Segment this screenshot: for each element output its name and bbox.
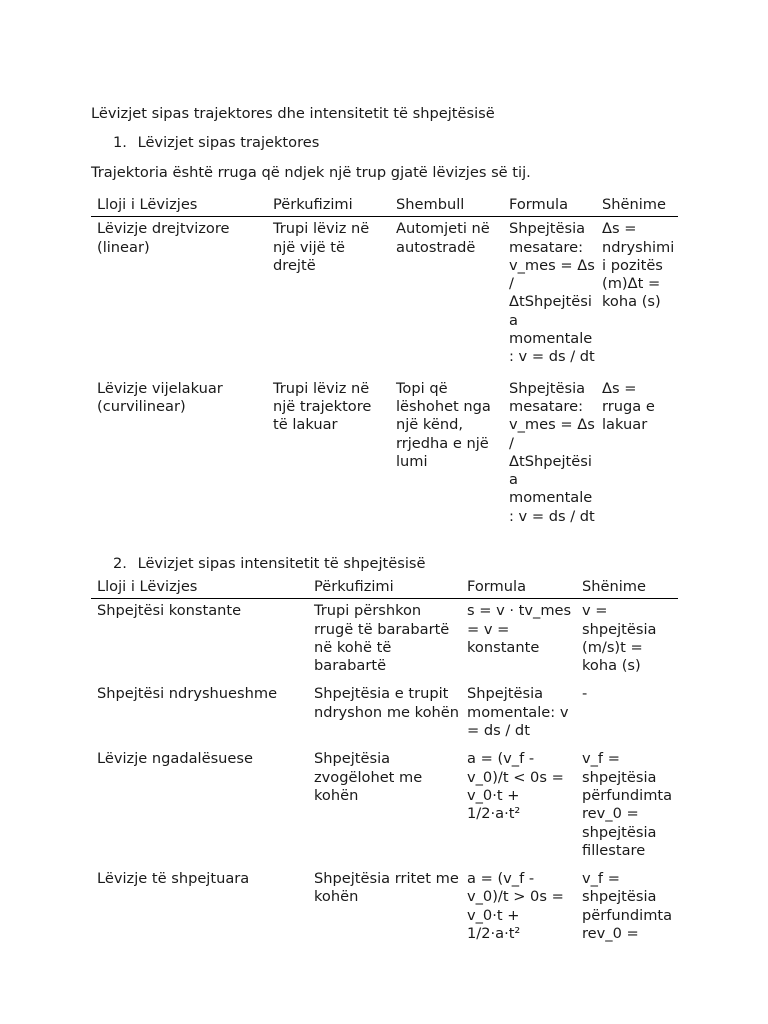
cell-text: s = v · tv_mes = v = konstante — [467, 602, 572, 656]
cell-text: Shpejtësia mesatare: v_mes = Δs / ΔtShpejtësia momentale: v = ds / dt — [509, 220, 595, 366]
table-cell — [503, 217, 596, 380]
table-cell — [91, 380, 267, 539]
document-title: Lëvizjet sipas trajektores dhe intensitetit të shpejtësisë — [91, 105, 495, 122]
list-heading-text: Lëvizjet sipas trajektores — [137, 134, 320, 151]
cell-text: Lëvizje vijelakuar (curvilinear) — [97, 379, 223, 415]
cell-text: Lëvizje drejtvizore (linear) — [97, 220, 230, 256]
table-cell — [308, 750, 461, 870]
cell-text: Shpejtësia momentale: v = ds / dt — [467, 685, 569, 740]
table-cell — [308, 599, 461, 686]
table-header-row — [91, 196, 678, 217]
table-cell — [576, 750, 678, 870]
column-header: Përkufizimi — [308, 578, 461, 599]
table-row — [91, 599, 678, 686]
table-row — [91, 750, 678, 870]
column-header: Lloji i Lëvizjes — [91, 196, 267, 217]
column-header: Shënime — [576, 578, 678, 599]
table-cell — [91, 750, 308, 870]
cell-text: Δs = ndryshimi i pozitës (m)Δt = koha (s) — [602, 220, 675, 311]
table-row — [91, 870, 678, 953]
cell-text: v = shpejtësia (m/s)t = koha (s) — [582, 602, 657, 675]
column-header: Formula — [503, 196, 596, 217]
list-heading-text: Lëvizjet sipas intensitetit të shpejtësisë — [137, 555, 426, 572]
column-header: Formula — [461, 578, 576, 599]
cell-text: v_f = shpejtësia përfundimtarev_0 = — [582, 870, 673, 943]
table-cell — [461, 599, 576, 686]
cell-text: Δs = rruga e lakuar — [602, 379, 655, 434]
cell-text: Topi që lëshohet nga një kënd, rrjedha e një lumi — [396, 379, 491, 470]
column-header: Lloji i Lëvizjes — [91, 578, 308, 599]
cell-text: Automjeti në autostradë — [396, 220, 490, 256]
table-cell — [390, 380, 503, 539]
cell-text: Shpejtësia e trupit ndryshon me kohën — [314, 685, 459, 721]
table-cell — [461, 685, 576, 750]
cell-text: Shpejtësia zvogëlohet me kohën — [314, 750, 423, 804]
cell-text: Lëvizje të shpejtuara — [97, 870, 250, 888]
table-cell — [308, 685, 461, 750]
table-cell — [91, 217, 267, 380]
table-cell — [461, 870, 576, 953]
cell-text: Trupi lëviz në një trajektore të lakuar — [273, 379, 372, 434]
cell-text: v_f = shpejtësia përfundimtarev_0 = shpejtësia fillestare — [582, 750, 673, 859]
table-row — [91, 380, 678, 539]
list-number: 1. — [113, 134, 127, 151]
cell-text: - — [582, 685, 588, 703]
table-row — [91, 685, 678, 750]
cell-text: Shpejtësi ndryshueshme — [97, 685, 278, 703]
table-cell — [576, 599, 678, 686]
table-cell — [308, 870, 461, 953]
table-cell — [503, 380, 596, 539]
table-cell — [267, 217, 390, 380]
cell-text: a = (v_f - v_0)/t > 0s = v_0·t + 1/2·a·t² — [467, 870, 564, 943]
table-cell — [596, 380, 678, 539]
table-row — [91, 217, 678, 380]
intro-paragraph: Trajektoria është rruga që ndjek një trup gjatë lëvizjes së tij. — [91, 164, 531, 181]
table-cell — [91, 870, 308, 953]
trajectory-table — [91, 196, 678, 539]
cell-text: Shpejtësia rritet me kohën — [314, 870, 459, 906]
speed-intensity-table — [91, 578, 678, 953]
table-cell — [576, 685, 678, 750]
list-number: 2. — [113, 555, 127, 572]
column-header: Shënime — [596, 196, 678, 217]
cell-text: Lëvizje ngadalësuese — [97, 750, 253, 768]
cell-text: Shpejtësi konstante — [97, 602, 242, 620]
table-cell — [461, 750, 576, 870]
cell-text: Trupi lëviz në një vijë të drejtë — [273, 220, 370, 274]
table-cell — [91, 599, 308, 686]
table-cell — [596, 217, 678, 380]
table-cell — [390, 217, 503, 380]
table-cell — [91, 685, 308, 750]
cell-text: Shpejtësia mesatare: v_mes = Δs / ΔtShpejtësia momentale: v = ds / dt — [509, 379, 595, 525]
section-1-heading — [113, 134, 319, 152]
cell-text: a = (v_f - v_0)/t < 0s = v_0·t + 1/2·a·t² — [467, 750, 564, 823]
section-2-heading — [113, 555, 425, 573]
column-header: Përkufizimi — [267, 196, 390, 217]
table-header-row — [91, 578, 678, 599]
cell-text: Trupi përshkon rrugë të barabartë në kohë të barabartë — [314, 602, 450, 675]
table-cell — [267, 380, 390, 539]
column-header: Shembull — [390, 196, 503, 217]
table-cell — [576, 870, 678, 953]
